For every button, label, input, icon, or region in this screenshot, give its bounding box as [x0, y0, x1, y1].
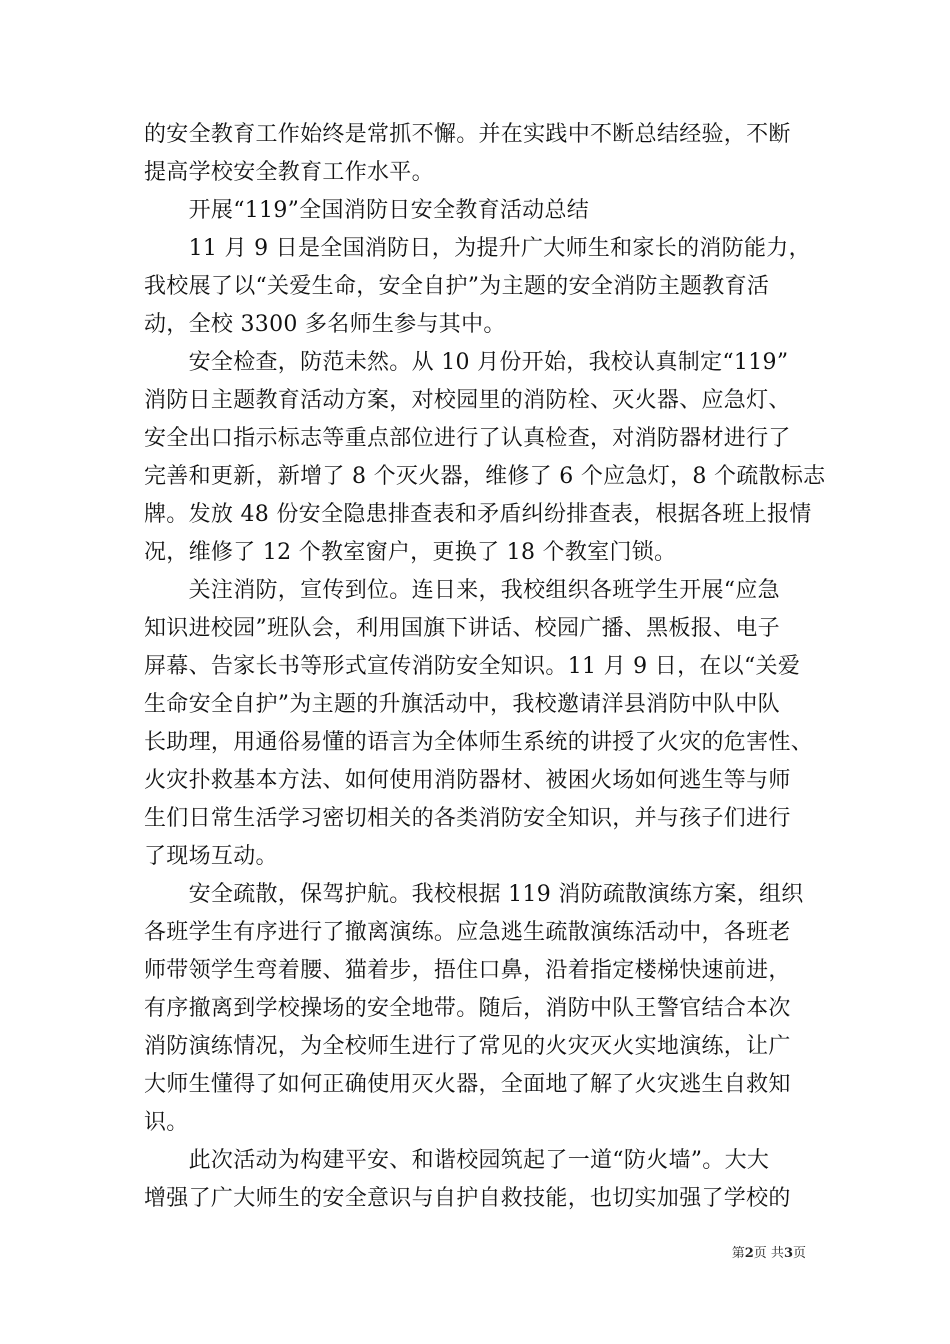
body-text-line: 各班学生有序进行了撤离演练。应急逃生疏散演练活动中，各班老: [144, 920, 791, 945]
body-text-line: 识。: [144, 1110, 189, 1135]
footer-prefix: 第: [731, 1246, 745, 1261]
body-text-line: 安全疏散，保驾护航。我校根据 119 消防疏散演练方案，组织: [144, 882, 804, 907]
body-text-line: 安全出口指示标志等重点部位进行了认真检查，对消防器材进行了: [144, 426, 791, 451]
body-text-line: 牌。发放 48 份安全隐患排查表和矛盾纠纷排查表，根据各班上报情: [144, 502, 812, 527]
body-text-line: 提高学校安全教育工作水平。: [144, 160, 434, 185]
body-text-line: 安全检查，防范未然。从 10 月份开始，我校认真制定“119”: [144, 350, 789, 375]
body-text-line: 师带领学生弯着腰、猫着步，捂住口鼻，沿着指定楼梯快速前进，: [144, 958, 791, 983]
body-text-line: 长助理，用通俗易懂的语言为全体师生系统的讲授了火灾的危害性、: [144, 730, 814, 755]
current-page-number: 2: [744, 1246, 754, 1261]
body-text-line: 的安全教育工作始终是常抓不懈。并在实践中不断总结经验，不断: [144, 122, 791, 147]
body-text-line: 消防日主题教育活动方案，对校园里的消防栓、灭火器、应急灯、: [144, 388, 791, 413]
section-title: 开展“119”全国消防日安全教育活动总结: [144, 198, 590, 223]
body-text-line: 消防演练情况，为全校师生进行了常见的火灾灭火实地演练，让广: [144, 1034, 791, 1059]
body-text-line: 有序撤离到学校操场的安全地带。随后，消防中队王警官结合本次: [144, 996, 791, 1021]
footer-suffix: 页: [792, 1246, 806, 1261]
body-text-line: 生们日常生活学习密切相关的各类消防安全知识，并与孩子们进行: [144, 806, 791, 831]
body-text-line: 屏幕、告家长书等形式宣传消防安全知识。11 月 9 日，在以“关爱: [144, 654, 801, 679]
body-text-line: 况，维修了 12 个教室窗户，更换了 18 个教室门锁。: [144, 540, 677, 565]
body-text-line: 11 月 9 日是全国消防日，为提升广大师生和家长的消防能力，: [144, 236, 811, 261]
body-text-line: 了现场互动。: [144, 844, 278, 869]
body-text-line: 动，全校 3300 多名师生参与其中。: [144, 312, 506, 337]
total-pages-number: 3: [783, 1246, 793, 1261]
body-text-line: 生命安全自护”为主题的升旗活动中，我校邀请洋县消防中队中队: [144, 692, 780, 717]
page-number-footer: [732, 1245, 806, 1263]
body-text-line: 关注消防，宣传到位。连日来，我校组织各班学生开展“应急: [144, 578, 780, 603]
body-text-line: 我校展了以“关爱生命，安全自护”为主题的安全消防主题教育活: [144, 274, 770, 299]
footer-middle: 页 共: [753, 1246, 784, 1261]
body-text-line: 知识进校园”班队会，利用国旗下讲话、校园广播、黑板报、电子: [144, 616, 780, 641]
body-text-line: 此次活动为构建平安、和谐校园筑起了一道“防火墙”。大大: [144, 1148, 770, 1173]
body-text-line: 完善和更新，新增了 8 个灭火器，维修了 6 个应急灯，8 个疏散标志: [144, 464, 826, 489]
body-text-line: 增强了广大师生的安全意识与自护自救技能，也切实加强了学校的: [144, 1186, 791, 1211]
body-text-line: 火灾扑救基本方法、如何使用消防器材、被困火场如何逃生等与师: [144, 768, 791, 793]
body-text-line: 大师生懂得了如何正确使用灭火器，全面地了解了火灾逃生自救知: [144, 1072, 791, 1097]
